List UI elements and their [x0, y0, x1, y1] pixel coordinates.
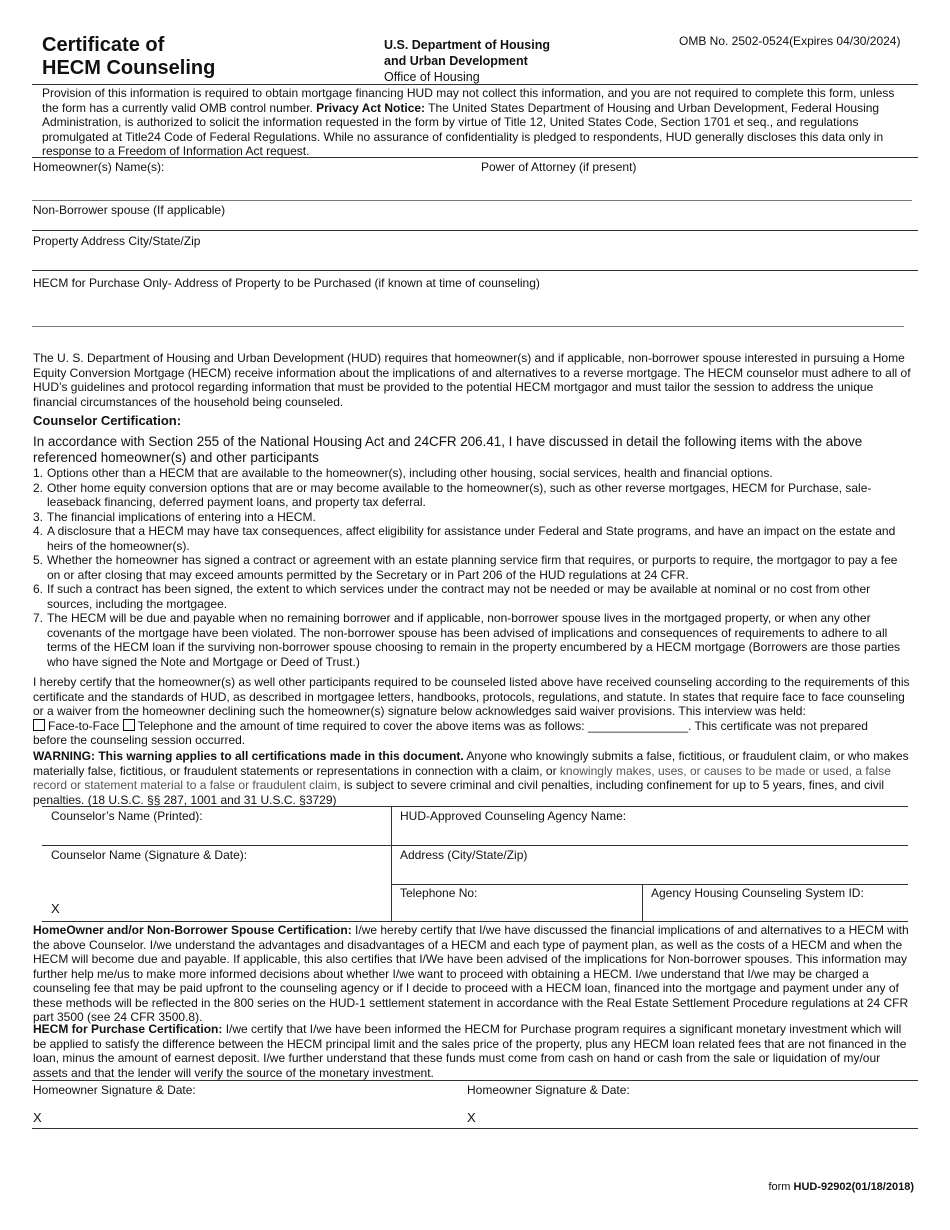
- privacy-act-label: Privacy Act Notice:: [316, 100, 426, 115]
- certify-tail: before the counseling session occurred.: [33, 733, 246, 747]
- list-item: 6. If such a contract has been signed, the extent to which services under the contract may not be needed or may be available at nominal or no cost from other sources, including the mortgagee.: [33, 582, 871, 611]
- counselor-phone-divider: [642, 884, 643, 922]
- form-prefix: form: [768, 1181, 794, 1193]
- purchase-address-field[interactable]: [32, 326, 904, 327]
- property-address-label: Property Address City/State/Zip: [33, 234, 201, 248]
- warning-text-2: is subject to severe criminal and civil penalties, including confinement for up to 5 years, fines, and civil penalties. (18 U.S.C. §§ 287, 1001 and 31 U.S.C. §3729): [33, 778, 885, 807]
- counselor-signature-x[interactable]: X: [51, 901, 60, 916]
- agency-line-1: U.S. Department of Housing: [384, 38, 550, 52]
- homeowner-cert-label: HomeOwner and/or Non-Borrower Spouse Certification:: [33, 923, 352, 937]
- homeowner-signature-label-right: Homeowner Signature & Date:: [467, 1083, 630, 1097]
- privacy-text-before: Provision of this information is required to obtain mortgage financing HUD may not collect this information, and you are not required to complete this form, unless the form has a currently valid OMB control number.: [42, 86, 895, 115]
- purchase-address-label: HECM for Purchase Only- Address of Property to be Purchased (if known at time of counseling): [33, 276, 540, 290]
- non-borrower-spouse-label: Non-Borrower spouse (If applicable): [33, 203, 226, 217]
- counselor-block-top-rule: [42, 806, 908, 807]
- telephone-checkbox[interactable]: [123, 719, 135, 731]
- intro-paragraph: The U. S. Department of Housing and Urban Development (HUD) requires that homeowner(s) and if applicable, non-borrower spouse interested in pursuing a Home Equity Conversion Mortgage (HECM) receive information about the implications of and alternatives to a reverse mortgage. The HECM counselor must adhere to all of HUD’s guidelines and protocol regarding information that must be provided to the potential HECM mortgagor and must tailor the session to address the unique financial circumstances of the household being counseled.: [33, 351, 911, 409]
- header-rule: [32, 84, 918, 85]
- face-to-face-checkbox[interactable]: [33, 719, 45, 731]
- purchase-cert-text: I/we certify that I/we have been informed the HECM for Purchase program requires a significant monetary investment which will be applied to satisfy the difference between the HECM principal limit and the sales price of the property, plus any HECM loan related fees that are not financed in the loan, minus the amount of earnest deposit. I/we further understand that these funds must come from cash on hand or cash from the sale or liquidation of my/our assets and that the lender will verify the source of the monetary investment.: [33, 1022, 907, 1080]
- homeowner-cert-text: I/we hereby certify that I/we have discussed the financial implications of and alternatives to a HECM with the above Counselor. I/we understand the advantages and disadvantages of a HECM and each type of payment plan, as well as the costs of a HECM and when the HECM will become due and payable. If applicable, this also certifies that I/We have been advised of the implications for Non-borrower spouses. This information may further help me/us to make more informed decisions about whether I/we want to proceed with obtaining a HECM. I/we understand that I/we may be charged a counseling fee that may be paid upfront to the counseling agency or if I decide to proceed with a HECM loan, financed into the mortgage and payment under any of these methods will be reflected in the 800 series on the HUD-1 settlement statement in accordance with the Real Estate Settlement Procedure regulations at 24 CFR part 3500 (see 24 CFR 3500.8).: [33, 923, 909, 1024]
- homeowner-names-label: Homeowner(s) Name(s):: [33, 160, 165, 174]
- counselor-cert-lead: In accordance with Section 255 of the National Housing Act and 24CFR 206.41, I have discussed in detail the following items with the above referenced homeowner(s) and other participants: [33, 434, 863, 465]
- privacy-notice: [42, 86, 912, 159]
- warning-label: WARNING: This warning applies to all certifications made in this document.: [33, 749, 464, 763]
- form-title: [42, 34, 342, 80]
- homeowner-names-field[interactable]: [32, 200, 912, 201]
- counselor-row-2-rule: [391, 884, 908, 885]
- list-item: 3. The financial implications of entering into a HECM.: [33, 509, 316, 524]
- system-id-label: Agency Housing Counseling System ID:: [651, 886, 864, 900]
- counselor-name-printed-label: Counselor’s Name (Printed):: [51, 809, 203, 823]
- certify-paragraph: [33, 675, 913, 748]
- privacy-rule: [32, 157, 918, 158]
- form-number: [768, 1180, 914, 1195]
- agency-line-2: and Urban Development: [384, 54, 528, 68]
- non-borrower-spouse-field[interactable]: [32, 230, 918, 231]
- counselor-block-bottom-rule: [42, 921, 908, 922]
- homeowner-cert-paragraph: [33, 923, 917, 1025]
- homeowner-signature-x-left[interactable]: X: [33, 1110, 42, 1125]
- list-item: 1. Options other than a HECM that are available to the homeowner(s), including other housing, social services, health and financial options.: [33, 466, 773, 480]
- agency-block: [384, 37, 644, 85]
- agency-address-label: Address (City/State/Zip): [400, 848, 528, 862]
- title-line-2: HECM Counseling: [42, 57, 216, 79]
- face-to-face-label: Face-to-Face: [48, 718, 120, 733]
- homeowner-signature-x-right[interactable]: X: [467, 1110, 476, 1125]
- signature-top-rule: [32, 1080, 918, 1081]
- purchase-cert-label: HECM for Purchase Certification:: [33, 1022, 223, 1036]
- counselor-signature-label: Counselor Name (Signature & Date):: [51, 848, 248, 862]
- list-item: 5. Whether the homeowner has signed a contract or agreement with an estate planning service firm that requires, or purports to require, the mortgagor to pay a fee on or after closing that may exceed amounts permitted by the Secretary or in Part 206 of the HUD regulations at 24 CFR.: [33, 553, 898, 582]
- warning-paragraph: [33, 749, 913, 807]
- counselor-cert-heading: Counselor Certification:: [33, 413, 182, 428]
- warning-gray-text: knowingly makes, uses, or causes to be made or used, a false record or statement material to a false or fraudulent claim,: [33, 763, 891, 792]
- homeowner-signature-label-left: Homeowner Signature & Date:: [33, 1083, 196, 1097]
- list-item: 2. Other home equity conversion options that are or may become available to the homeowner(s), such as other reverse mortgages, HECM for Purchase, sale-leaseback financing, deferred payment loans, and property tax deferral.: [33, 480, 872, 509]
- title-line-1: Certificate of: [42, 34, 165, 56]
- agency-name-label: HUD-Approved Counseling Agency Name:: [400, 809, 627, 823]
- certify-text: I hereby certify that the homeowner(s) as well other participants required to be counseled listed above have received counseling according to the requirements of this certificate and the standards of HUD, as described in mortgagee letters, handbooks, protocols, regulations, and statute. In states that require face to face counseling or a waiver from the homeowner declining such the homeowner(s) signature below acknowledges said waiver provisions. This interview was held:: [33, 675, 910, 718]
- agency-line-3: Office of Housing: [384, 70, 480, 84]
- warning-text-1: Anyone who knowingly submits a false, fictitious, or fraudulent claim, or who makes materially false, fictitious, or fraudulent statements or representations in connection with a claim, or: [33, 749, 909, 778]
- purchase-cert-paragraph: [33, 1022, 917, 1080]
- list-item: 4. A disclosure that a HECM may have tax consequences, affect eligibility for assistance under Federal and State programs, and have an impact on the estate and heirs of the homeowner(s).: [33, 524, 896, 553]
- counselor-cert-items: [33, 466, 913, 669]
- property-address-field[interactable]: [32, 270, 918, 271]
- signature-bottom-rule: [32, 1128, 918, 1129]
- counselor-row-1-rule: [42, 845, 908, 846]
- power-of-attorney-label: Power of Attorney (if present): [481, 160, 637, 174]
- omb-number: OMB No. 2502-0524(Expires 04/30/2024): [679, 34, 901, 48]
- telephone-label: Telephone and the amount of time required to cover the above items was as follows: _______________. This certificate was not prepared: [137, 718, 868, 733]
- list-item: 7. The HECM will be due and payable when no remaining borrower and if applicable, non-borrower spouse lives in the mortgaged property, or when any other covenants of the mortgage have been violated. The non-borrower spouse has been advised of implications and consequences of requirements to adhere to all terms of the HECM loan if the surviving non-borrower spouse choosing to remain in the property encumbered by a HECM mortgage (Borrowers are those parties who have signed the Note and Mortgage or Deed of Trust.): [33, 611, 901, 669]
- counselor-block-divider: [391, 806, 392, 922]
- telephone-label: Telephone No:: [400, 886, 478, 900]
- privacy-text-after: The United States Department of Housing and Urban Development, Federal Housing Administration, is authorized to solicit the information requested in the form by virtue of Title 12, United States Code, Section 1701 et seq., and regulations promulgated at Title24 Code of Federal Regulations. While no assurance of confidentiality is pledged to respondents, HUD generally discloses this data only in response to a Freedom of Information Act request.: [42, 100, 884, 158]
- form-id: HUD-92902(01/18/2018): [793, 1181, 914, 1193]
